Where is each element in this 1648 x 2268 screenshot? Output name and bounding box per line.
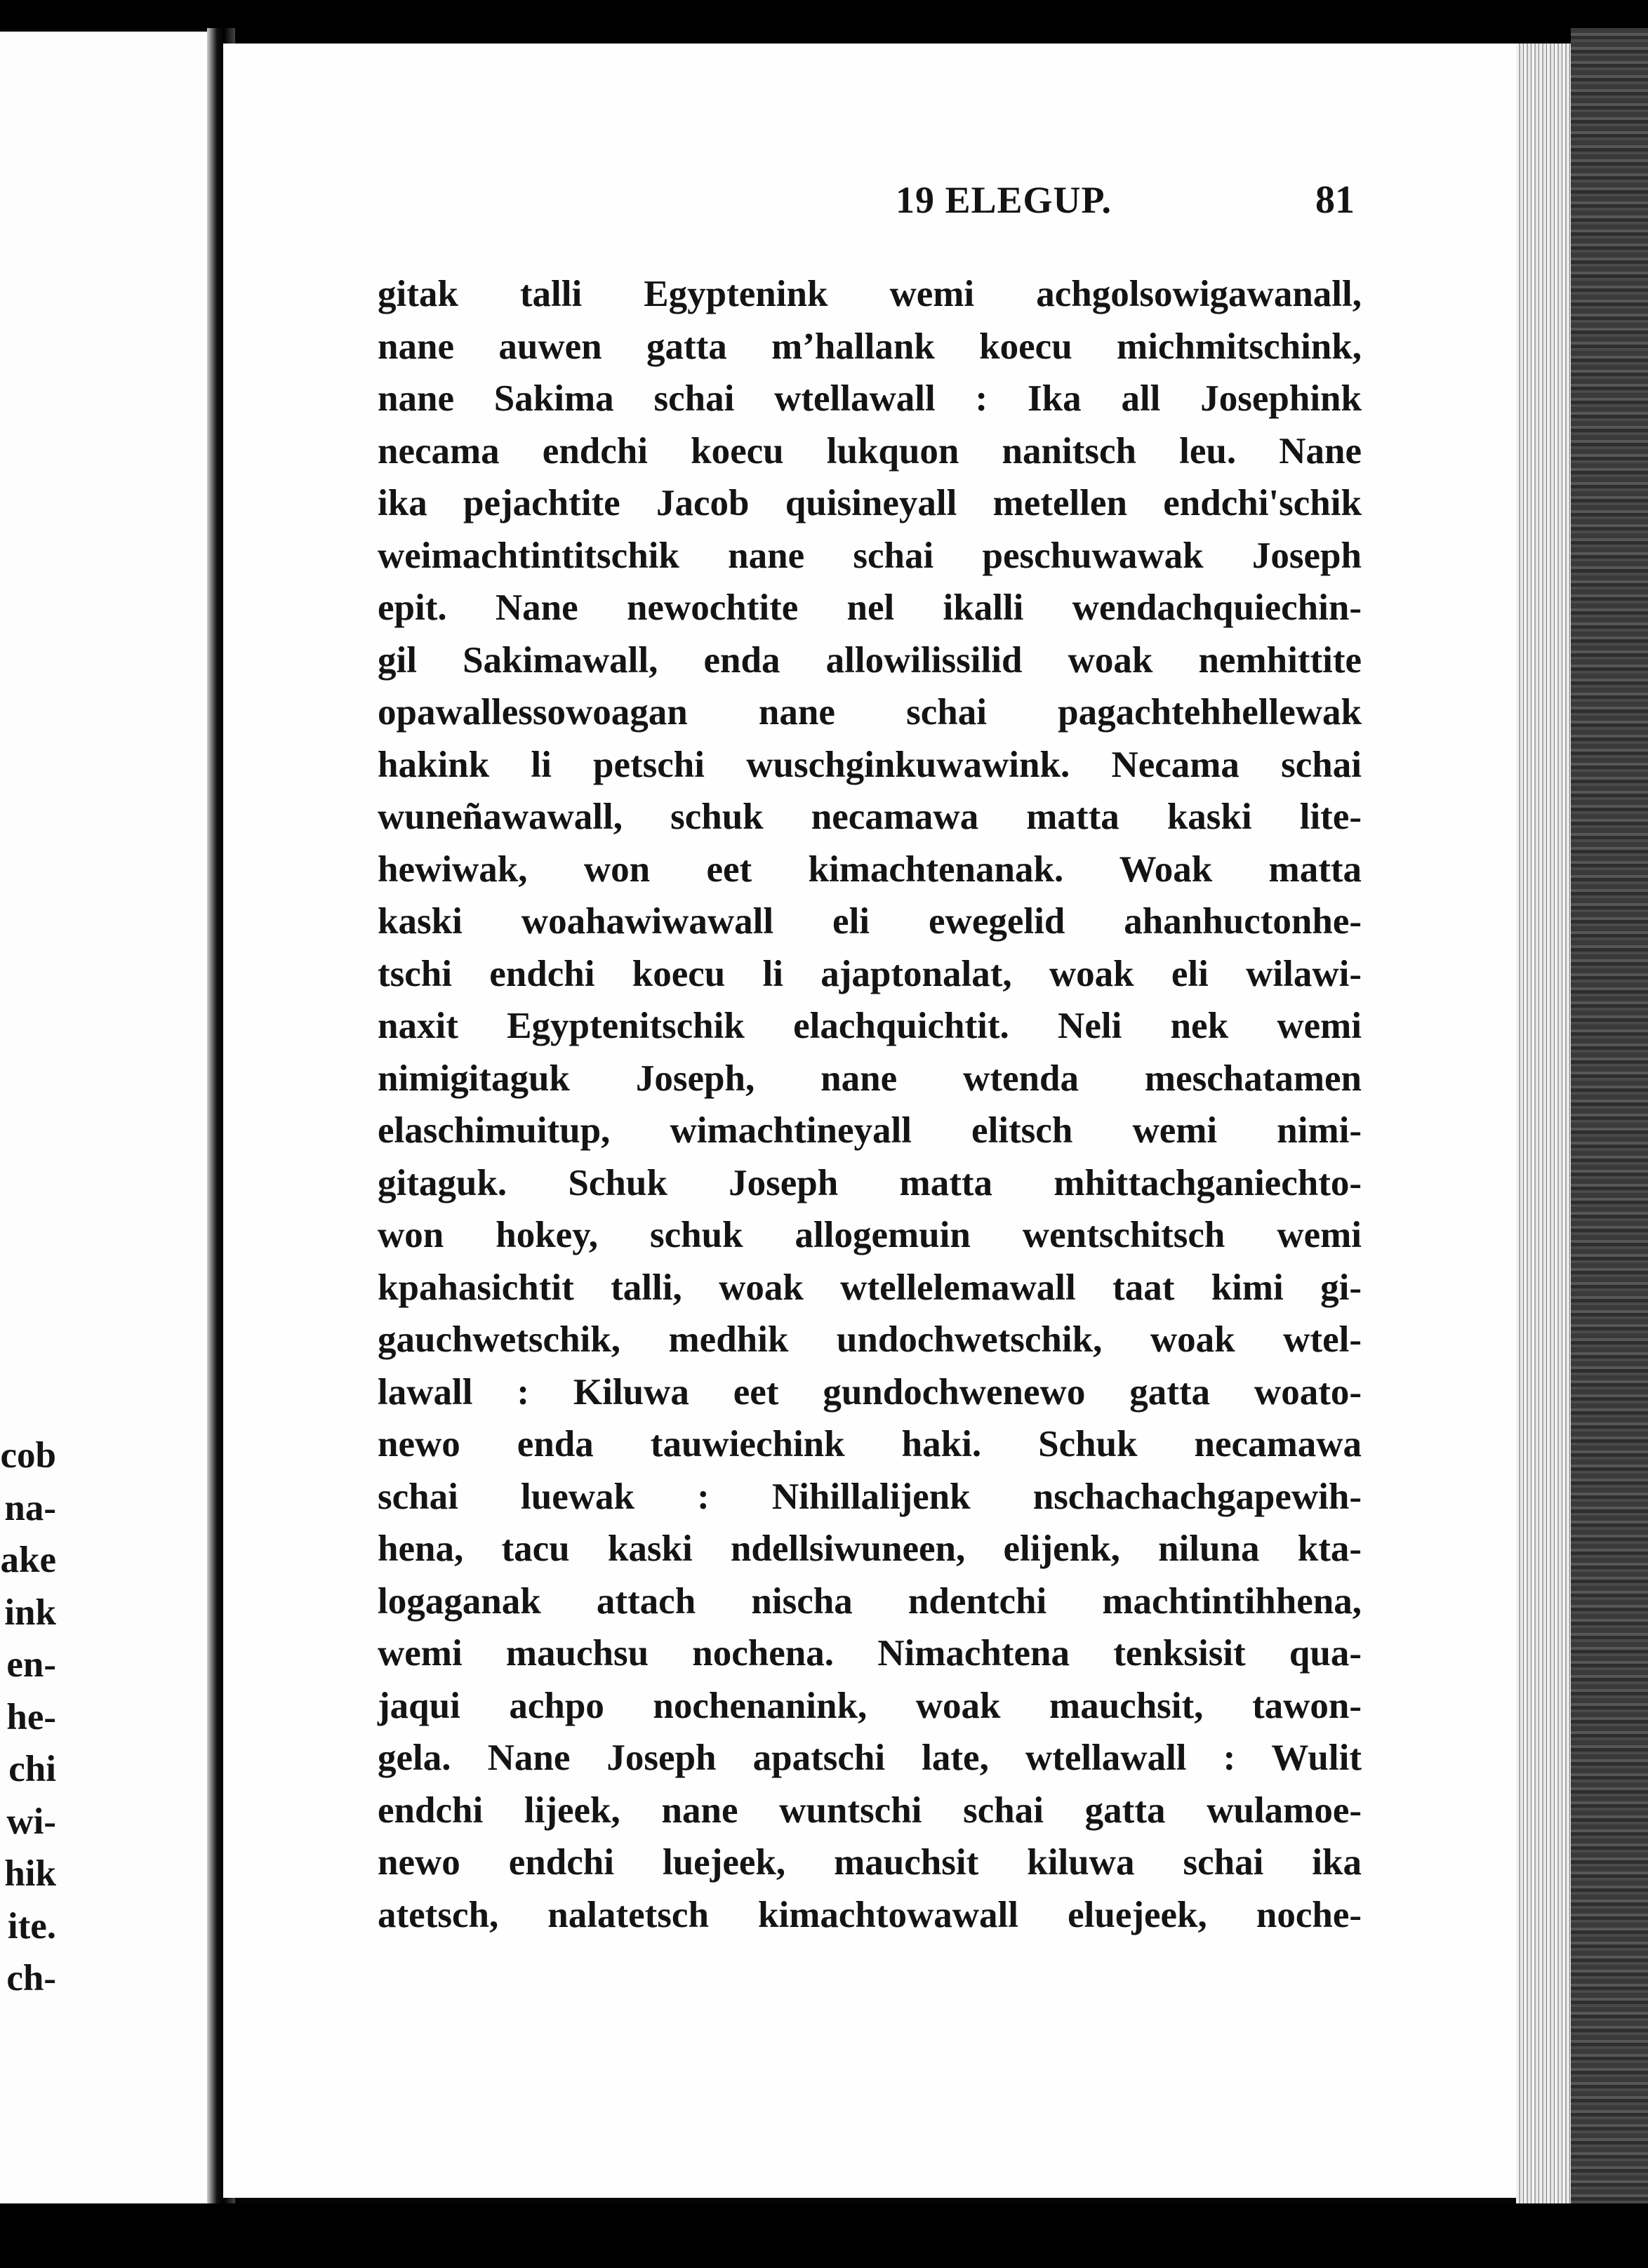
- text-line: gitak talli Egyptenink wemi achgolsowigawanall,: [378, 274, 1362, 314]
- left-page-text-fragments: [0, 1429, 204, 2005]
- text-fragment: chi: [8, 1749, 56, 1789]
- text-line: necama endchi koecu lukquon nanitsch leu. Nane: [378, 430, 1362, 472]
- page-edges: [1516, 44, 1571, 2205]
- text-line: opawallessowoagan nane schai pagachtehhellewak: [378, 692, 1362, 733]
- text-line: kpahasichtit talli, woak wtellelemawall taat kimi gi-: [378, 1267, 1362, 1308]
- text-fragment: na-: [4, 1487, 56, 1528]
- chapter-heading: 19 ELEGUP.: [895, 179, 1112, 221]
- text-line: hena, tacu kaski ndellsiwuneen, elijenk, niluna kta-: [378, 1528, 1362, 1569]
- text-line: wuneñawawall, schuk necamawa matta kaski lite-: [378, 796, 1362, 837]
- text-line: endchi lijeek, nane wuntschi schai gatta wulamoe-: [378, 1789, 1362, 1831]
- text-line: atetsch, nalatetsch kimachtowawall eluejeek, noche-: [378, 1894, 1362, 1935]
- text-fragment: ch-: [6, 1958, 56, 1999]
- text-fragment: he-: [6, 1696, 56, 1737]
- text-line: gil Sakimawall, enda allowilissilid woak nemhittite: [378, 639, 1362, 681]
- left-page: [0, 32, 207, 2207]
- text-line: newo endchi luejeek, mauchsit kiluwa schai ika: [378, 1842, 1362, 1883]
- page-number: 81: [1315, 178, 1355, 222]
- text-fragment: en-: [6, 1644, 56, 1685]
- body-text: [378, 268, 1362, 1941]
- text-line: hewiwak, won eet kimachtenanak. Woak matta: [378, 848, 1362, 890]
- text-line: newo enda tauwiechink haki. Schuk necamawa: [378, 1424, 1362, 1465]
- text-line: jaqui achpo nochenanink, woak mauchsit, tawon-: [378, 1685, 1362, 1726]
- text-line: tschi endchi koecu li ajaptonalat, woak eli wilawi-: [378, 953, 1362, 994]
- text-fragment: ink: [4, 1592, 56, 1633]
- text-fragment: hik: [4, 1853, 56, 1894]
- text-line: nane auwen gatta m’hallank koecu michmitschink,: [378, 326, 1362, 367]
- text-line: weimachtintitschik nane schai peschuwawak Joseph: [378, 535, 1362, 576]
- text-fragment: ake: [0, 1540, 56, 1580]
- text-fragment: wi-: [6, 1801, 56, 1842]
- text-line: hakink li petschi wuschginkuwawink. Necama schai: [378, 744, 1362, 785]
- text-line: nane Sakima schai wtellawall : Ika all Josephink: [378, 378, 1362, 419]
- top-edge: [0, 0, 1648, 49]
- bottom-edge: [0, 2203, 1648, 2268]
- book-cover-edge: [1571, 28, 1648, 2239]
- running-head: [379, 172, 1362, 228]
- text-line: elaschimuitup, wimachtineyall elitsch wemi nimi-: [378, 1110, 1362, 1151]
- text-line: naxit Egyptenitschik elachquichtit. Neli nek wemi: [378, 1006, 1362, 1046]
- text-line: schai luewak : Nihillalijenk nschachachgapewih-: [378, 1476, 1362, 1517]
- text-line: wemi mauchsu nochena. Nimachtena tenksisit qua-: [378, 1633, 1362, 1674]
- text-line: nimigitaguk Joseph, nane wtenda meschatamen: [378, 1058, 1362, 1099]
- text-line: ika pejachtite Jacob quisineyall metellen endchi'schik: [378, 483, 1362, 523]
- text-line: logaganak attach nischa ndentchi machtintihhena,: [378, 1580, 1362, 1622]
- text-line: gela. Nane Joseph apatschi late, wtellawall : Wulit: [378, 1737, 1362, 1778]
- text-line: lawall : Kiluwa eet gundochwenewo gatta woato-: [378, 1371, 1362, 1413]
- text-line: epit. Nane newochtite nel ikalli wendachquiechin-: [378, 587, 1362, 628]
- text-line: gitaguk. Schuk Joseph matta mhittachganiechto-: [378, 1162, 1362, 1203]
- text-line: gauchwetschik, medhik undochwetschik, woak wtel-: [378, 1319, 1362, 1360]
- text-fragment: ite.: [7, 1905, 56, 1947]
- text-fragment: cob: [0, 1435, 56, 1476]
- text-line: kaski woahawiwawall eli ewegelid ahanhuctonhe-: [378, 901, 1362, 942]
- text-line: won hokey, schuk allogemuin wentschitsch wemi: [378, 1215, 1362, 1255]
